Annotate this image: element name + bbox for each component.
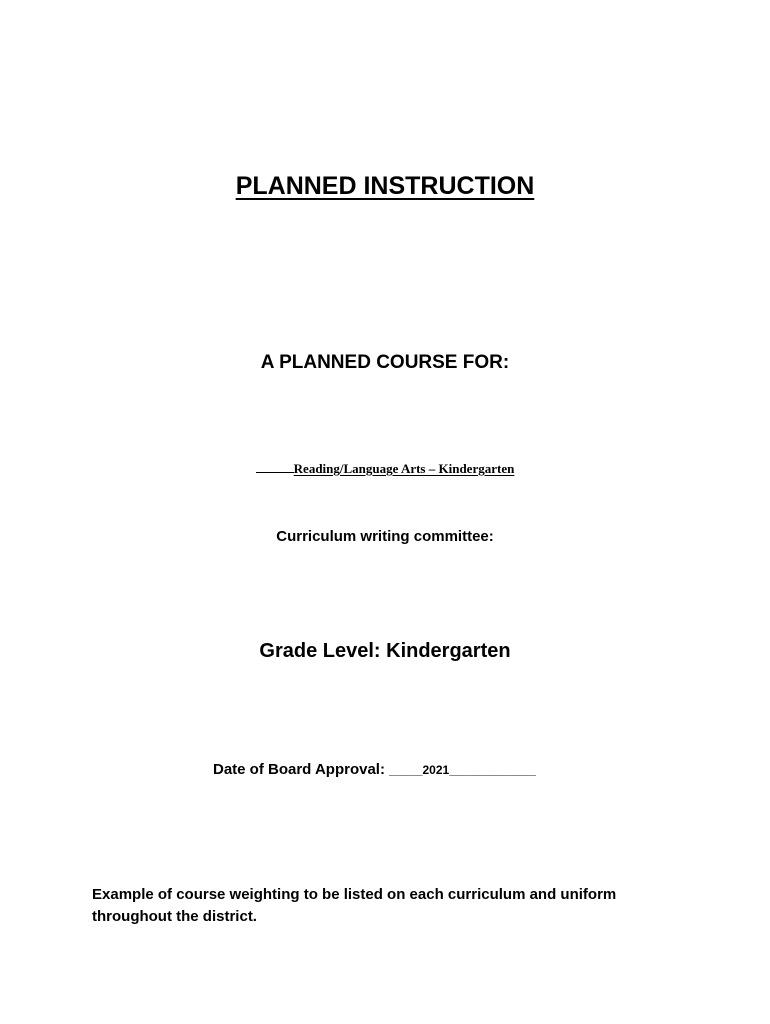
grade-level: Grade Level: Kindergarten [259,640,511,662]
course-for-label: A PLANNED COURSE FOR: [260,352,510,373]
note-line-2: throughout the district. [92,908,257,925]
document-title: PLANNED INSTRUCTION [235,172,535,200]
committee-label: Curriculum writing committee: [276,528,494,545]
note-line-1: Example of course weighting to be listed on each curriculum and uniform [92,886,617,903]
course-weighting-note [92,884,652,928]
course-name: Reading/Language Arts – Kindergarten [293,461,515,476]
board-approval-colon: : [379,761,390,778]
board-approval-value: _____2021_____________ [389,763,536,777]
course-name-line [0,459,770,477]
course-name-blank [256,459,294,473]
board-approval-line [213,761,536,778]
board-approval-label: Date of Board Approval [213,761,380,778]
